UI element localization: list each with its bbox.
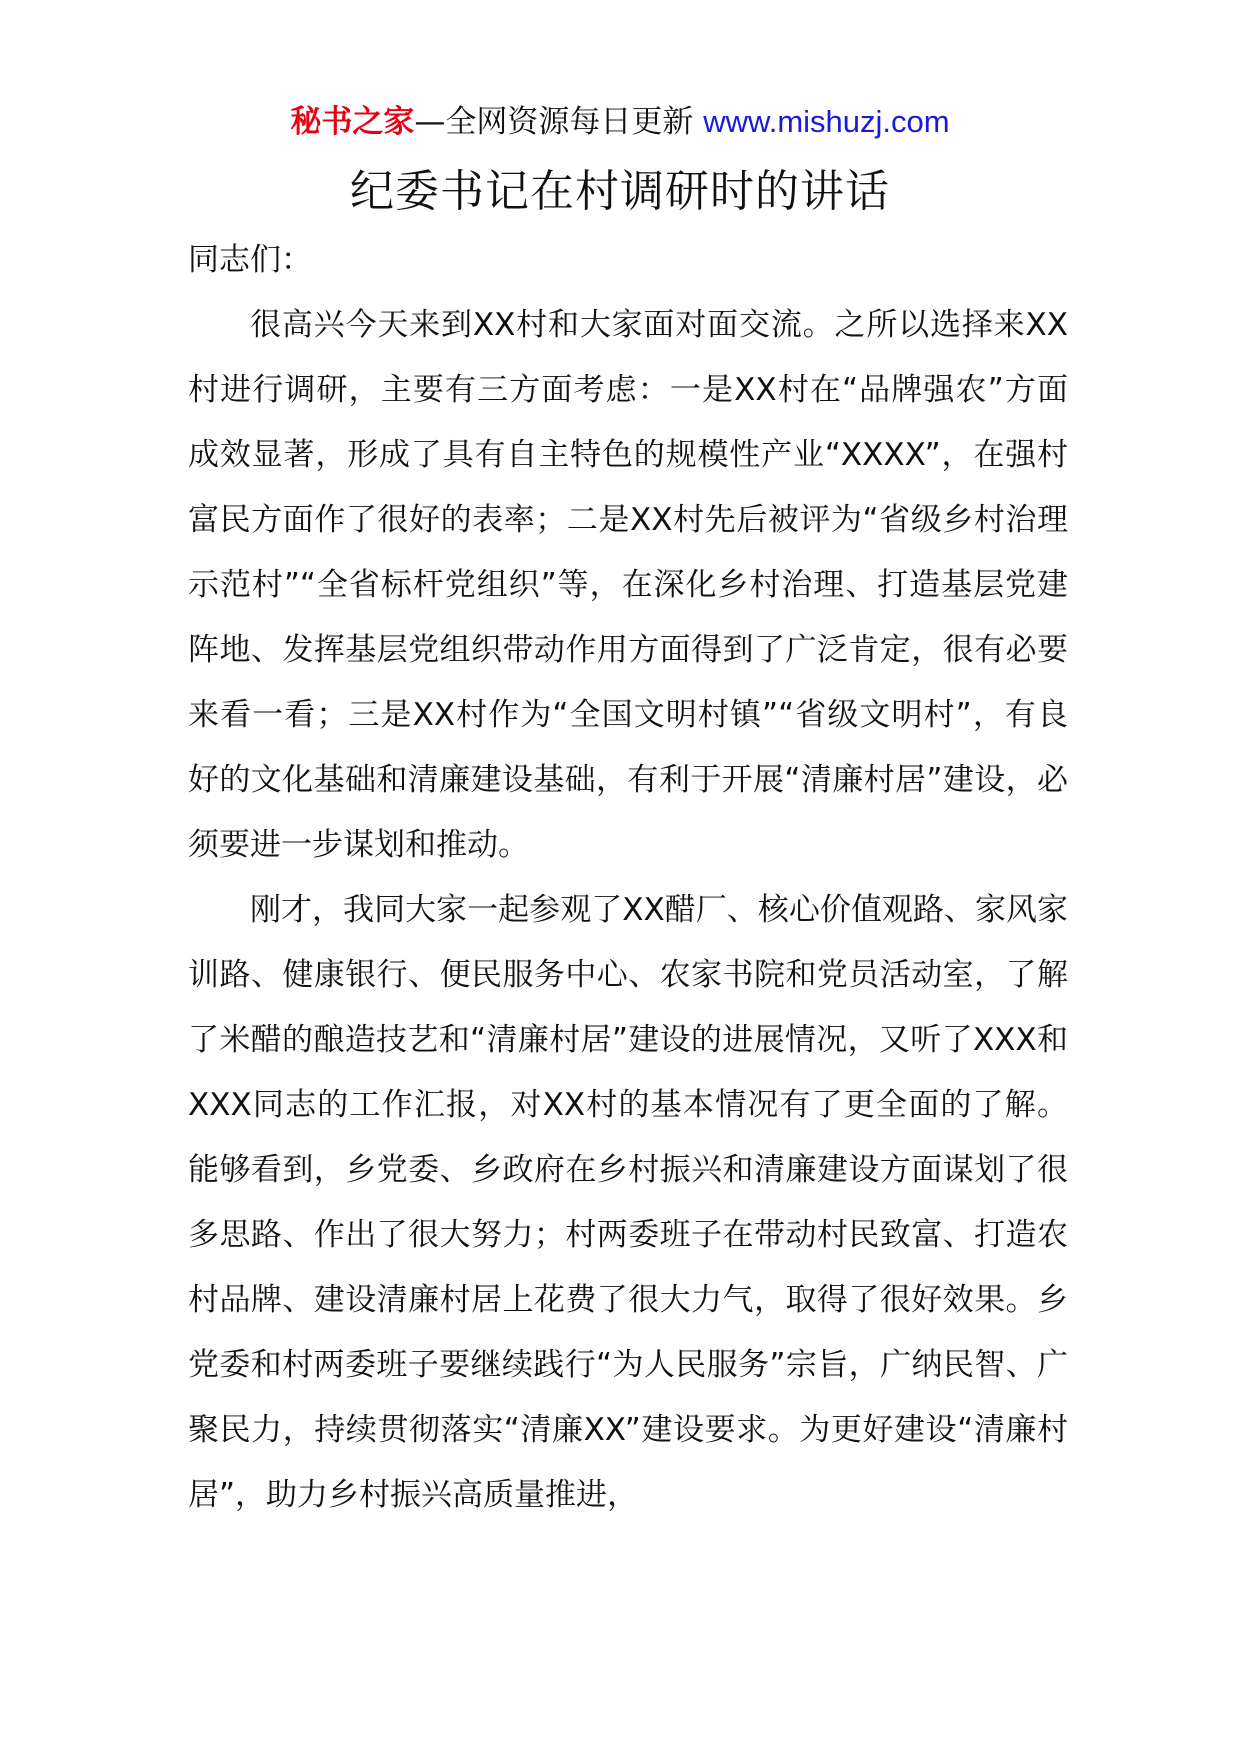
site-header — [0, 100, 1240, 144]
header-slogan: —全网资源每日更新 — [414, 104, 694, 140]
document-title: 纪委书记在村调研时的讲话 — [350, 166, 890, 217]
brand-name: 秘书之家 — [290, 104, 415, 140]
body-paragraph-2: 刚才，我同大家一起参观了XX醋厂、核心价值观路、家风家训路、健康银行、便民服务中心、农家书院和党员活动室，了解了米醋的酿造技艺和“清廉村居”建设的进展情况，又听了XXX和XXX同志的工作汇报，对XX村的基本情况有了更全面的了解。能够看到，乡党委、乡政府在乡村振兴和清廉建设方面谋划了很多思路、作出了很大努力；村两委班子在带动村民致富、打造农村品牌、建设清廉村居上花费了很大力气，取得了很好效果。乡党委和村两委班子要继续践行“为人民服务”宗旨，广纳民智、广聚民力，持续贯彻落实“清廉XX”建设要求。为更好建设“清廉村居”，助力乡村振兴高质量推进， — [188, 892, 1068, 1513]
document-body — [188, 228, 1068, 1528]
site-url-link[interactable]: www.mishuzj.com — [703, 104, 950, 139]
body-paragraph-1: 很高兴今天来到XX村和大家面对面交流。之所以选择来XX村进行调研，主要有三方面考虑：一是XX村在“品牌强农”方面成效显著，形成了具有自主特色的规模性产业“XXXX”，在强村富民方面作了很好的表率；二是XX村先后被评为“省级乡村治理示范村”“全省标杆党组织”等，在深化乡村治理、打造基层党建阵地、发挥基层党组织带动作用方面得到了广泛肯定，很有必要来看一看；三是XX村作为“全国文明村镇”“省级文明村”，有良好的文化基础和清廉建设基础，有利于开展“清廉村居”建设，必须要进一步谋划和推动。 — [188, 307, 1068, 863]
salutation: 同志们： — [188, 242, 312, 278]
